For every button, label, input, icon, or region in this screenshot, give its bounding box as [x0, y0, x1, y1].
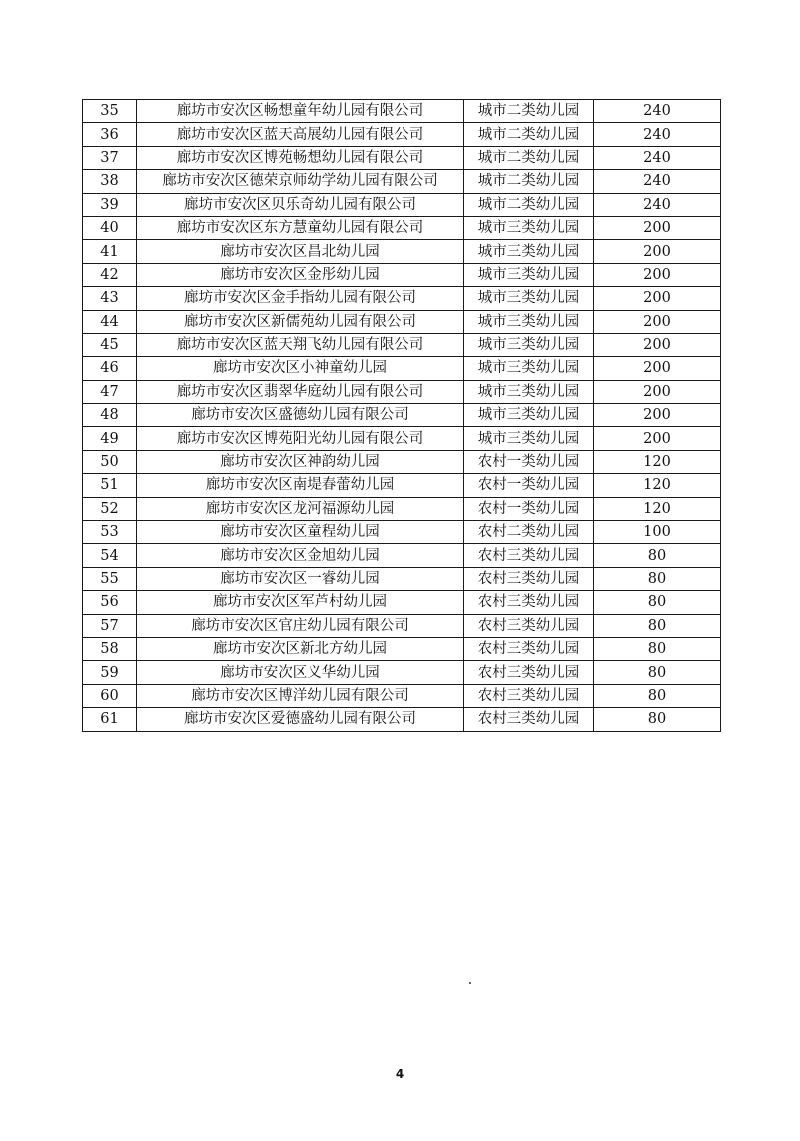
- category-cell: 城市二类幼儿园: [464, 146, 594, 169]
- row-number-cell: 57: [83, 614, 137, 637]
- amount-cell: 80: [594, 637, 721, 660]
- kindergarten-name-cell: 廊坊市安次区新儒苑幼儿园有限公司: [137, 310, 464, 333]
- row-number-cell: 44: [83, 310, 137, 333]
- kindergarten-name-cell: 廊坊市安次区东方慧童幼儿园有限公司: [137, 216, 464, 239]
- table-body: [83, 100, 721, 732]
- amount-cell: 200: [594, 333, 721, 356]
- table-row: [83, 357, 721, 380]
- category-cell: 农村三类幼儿园: [464, 544, 594, 567]
- table-row: [83, 123, 721, 146]
- amount-cell: 200: [594, 216, 721, 239]
- table-row: [83, 497, 721, 520]
- row-number-cell: 61: [83, 708, 137, 731]
- amount-cell: 80: [594, 661, 721, 684]
- row-number-cell: 43: [83, 287, 137, 310]
- row-number-cell: 41: [83, 240, 137, 263]
- category-cell: 农村一类幼儿园: [464, 497, 594, 520]
- kindergarten-name-cell: 廊坊市安次区神韵幼儿园: [137, 450, 464, 473]
- amount-cell: 80: [594, 708, 721, 731]
- row-number-cell: 51: [83, 474, 137, 497]
- table-row: [83, 591, 721, 614]
- amount-cell: 200: [594, 404, 721, 427]
- amount-cell: 240: [594, 123, 721, 146]
- amount-cell: 240: [594, 193, 721, 216]
- table-row: [83, 521, 721, 544]
- category-cell: 城市三类幼儿园: [464, 216, 594, 239]
- category-cell: 农村三类幼儿园: [464, 708, 594, 731]
- kindergarten-name-cell: 廊坊市安次区博苑畅想幼儿园有限公司: [137, 146, 464, 169]
- row-number-cell: 45: [83, 333, 137, 356]
- row-number-cell: 35: [83, 100, 137, 123]
- kindergarten-name-cell: 廊坊市安次区爱德盛幼儿园有限公司: [137, 708, 464, 731]
- table-row: [83, 661, 721, 684]
- amount-cell: 200: [594, 263, 721, 286]
- table-row: [83, 614, 721, 637]
- table-row: [83, 427, 721, 450]
- amount-cell: 200: [594, 310, 721, 333]
- amount-cell: 80: [594, 614, 721, 637]
- amount-cell: 120: [594, 497, 721, 520]
- kindergarten-table: [82, 99, 721, 732]
- row-number-cell: 56: [83, 591, 137, 614]
- table-row: [83, 193, 721, 216]
- amount-cell: 120: [594, 450, 721, 473]
- amount-cell: 200: [594, 380, 721, 403]
- kindergarten-name-cell: 廊坊市安次区童程幼儿园: [137, 521, 464, 544]
- amount-cell: 100: [594, 521, 721, 544]
- table-row: [83, 287, 721, 310]
- scan-speck: [469, 982, 471, 984]
- row-number-cell: 54: [83, 544, 137, 567]
- table-row: [83, 310, 721, 333]
- kindergarten-name-cell: 廊坊市安次区博苑阳光幼儿园有限公司: [137, 427, 464, 450]
- amount-cell: 200: [594, 357, 721, 380]
- table-row: [83, 567, 721, 590]
- kindergarten-name-cell: 廊坊市安次区蓝天高展幼儿园有限公司: [137, 123, 464, 146]
- row-number-cell: 58: [83, 637, 137, 660]
- row-number-cell: 48: [83, 404, 137, 427]
- category-cell: 城市三类幼儿园: [464, 287, 594, 310]
- category-cell: 城市三类幼儿园: [464, 333, 594, 356]
- table-row: [83, 170, 721, 193]
- kindergarten-name-cell: 廊坊市安次区博洋幼儿园有限公司: [137, 684, 464, 707]
- kindergarten-name-cell: 廊坊市安次区蓝天翔飞幼儿园有限公司: [137, 333, 464, 356]
- category-cell: 城市三类幼儿园: [464, 427, 594, 450]
- kindergarten-name-cell: 廊坊市安次区畅想童年幼儿园有限公司: [137, 100, 464, 123]
- kindergarten-name-cell: 廊坊市安次区龙河福源幼儿园: [137, 497, 464, 520]
- table-row: [83, 333, 721, 356]
- row-number-cell: 36: [83, 123, 137, 146]
- row-number-cell: 37: [83, 146, 137, 169]
- kindergarten-name-cell: 廊坊市安次区军芦村幼儿园: [137, 591, 464, 614]
- row-number-cell: 50: [83, 450, 137, 473]
- table-row: [83, 240, 721, 263]
- amount-cell: 80: [594, 567, 721, 590]
- amount-cell: 200: [594, 427, 721, 450]
- table-row: [83, 708, 721, 731]
- amount-cell: 240: [594, 146, 721, 169]
- kindergarten-name-cell: 廊坊市安次区盛德幼儿园有限公司: [137, 404, 464, 427]
- category-cell: 农村三类幼儿园: [464, 591, 594, 614]
- category-cell: 农村三类幼儿园: [464, 661, 594, 684]
- kindergarten-name-cell: 廊坊市安次区德荣京师幼学幼儿园有限公司: [137, 170, 464, 193]
- table-row: [83, 146, 721, 169]
- table-row: [83, 216, 721, 239]
- kindergarten-name-cell: 廊坊市安次区金彤幼儿园: [137, 263, 464, 286]
- row-number-cell: 60: [83, 684, 137, 707]
- kindergarten-name-cell: 廊坊市安次区新北方幼儿园: [137, 637, 464, 660]
- amount-cell: 120: [594, 474, 721, 497]
- category-cell: 农村三类幼儿园: [464, 684, 594, 707]
- kindergarten-name-cell: 廊坊市安次区义华幼儿园: [137, 661, 464, 684]
- amount-cell: 240: [594, 170, 721, 193]
- table-row: [83, 544, 721, 567]
- kindergarten-name-cell: 廊坊市安次区贝乐奇幼儿园有限公司: [137, 193, 464, 216]
- kindergarten-name-cell: 廊坊市安次区南堤春蕾幼儿园: [137, 474, 464, 497]
- kindergarten-name-cell: 廊坊市安次区小神童幼儿园: [137, 357, 464, 380]
- kindergarten-name-cell: 廊坊市安次区金旭幼儿园: [137, 544, 464, 567]
- category-cell: 城市二类幼儿园: [464, 193, 594, 216]
- row-number-cell: 40: [83, 216, 137, 239]
- row-number-cell: 42: [83, 263, 137, 286]
- table-row: [83, 263, 721, 286]
- category-cell: 农村三类幼儿园: [464, 637, 594, 660]
- category-cell: 农村三类幼儿园: [464, 567, 594, 590]
- row-number-cell: 49: [83, 427, 137, 450]
- category-cell: 农村一类幼儿园: [464, 474, 594, 497]
- category-cell: 城市二类幼儿园: [464, 123, 594, 146]
- table-row: [83, 380, 721, 403]
- category-cell: 城市三类幼儿园: [464, 357, 594, 380]
- table-row: [83, 450, 721, 473]
- kindergarten-name-cell: 廊坊市安次区官庄幼儿园有限公司: [137, 614, 464, 637]
- row-number-cell: 59: [83, 661, 137, 684]
- category-cell: 农村三类幼儿园: [464, 614, 594, 637]
- amount-cell: 80: [594, 544, 721, 567]
- row-number-cell: 52: [83, 497, 137, 520]
- kindergarten-name-cell: 廊坊市安次区翡翠华庭幼儿园有限公司: [137, 380, 464, 403]
- category-cell: 城市三类幼儿园: [464, 380, 594, 403]
- table-row: [83, 100, 721, 123]
- amount-cell: 200: [594, 240, 721, 263]
- category-cell: 城市三类幼儿园: [464, 310, 594, 333]
- table-row: [83, 637, 721, 660]
- category-cell: 城市三类幼儿园: [464, 404, 594, 427]
- page-number: 4: [395, 1067, 405, 1081]
- category-cell: 城市三类幼儿园: [464, 240, 594, 263]
- row-number-cell: 39: [83, 193, 137, 216]
- category-cell: 城市三类幼儿园: [464, 263, 594, 286]
- row-number-cell: 55: [83, 567, 137, 590]
- category-cell: 城市二类幼儿园: [464, 170, 594, 193]
- table-row: [83, 684, 721, 707]
- row-number-cell: 53: [83, 521, 137, 544]
- row-number-cell: 47: [83, 380, 137, 403]
- table-row: [83, 474, 721, 497]
- row-number-cell: 38: [83, 170, 137, 193]
- kindergarten-name-cell: 廊坊市安次区金手指幼儿园有限公司: [137, 287, 464, 310]
- category-cell: 城市二类幼儿园: [464, 100, 594, 123]
- kindergarten-name-cell: 廊坊市安次区一睿幼儿园: [137, 567, 464, 590]
- category-cell: 农村二类幼儿园: [464, 521, 594, 544]
- kindergarten-name-cell: 廊坊市安次区昌北幼儿园: [137, 240, 464, 263]
- amount-cell: 200: [594, 287, 721, 310]
- table-row: [83, 404, 721, 427]
- amount-cell: 80: [594, 684, 721, 707]
- amount-cell: 80: [594, 591, 721, 614]
- category-cell: 农村一类幼儿园: [464, 450, 594, 473]
- row-number-cell: 46: [83, 357, 137, 380]
- amount-cell: 240: [594, 100, 721, 123]
